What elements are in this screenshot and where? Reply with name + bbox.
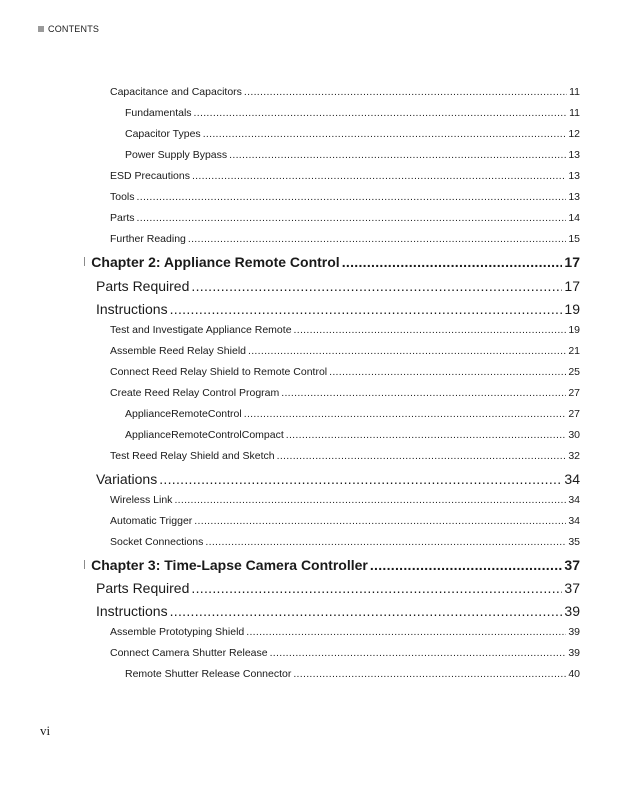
toc-entry[interactable] (96, 471, 580, 487)
toc-entry[interactable] (110, 647, 580, 659)
toc-entry[interactable] (110, 515, 580, 527)
toc-entry-title: Chapter 2: Appliance Remote Control (91, 254, 340, 270)
toc-entry[interactable] (110, 233, 580, 245)
toc-entry[interactable] (110, 450, 580, 462)
toc-entry-title: Fundamentals (125, 107, 192, 119)
toc-entry-title: Parts Required (96, 278, 190, 294)
toc-entry-page: 35 (568, 536, 580, 548)
toc-entry-page: 21 (568, 345, 580, 357)
toc-entry-title: ESD Precautions (110, 170, 190, 182)
dot-leader (192, 170, 566, 182)
dot-leader (244, 408, 567, 420)
toc-entry-title: Create Reed Relay Control Program (110, 387, 280, 399)
dot-leader (277, 450, 567, 462)
toc-entry-page: 37 (564, 580, 580, 596)
toc-entry[interactable] (125, 107, 580, 119)
toc-entry-page: 17 (564, 278, 580, 294)
toc-entry-title: Tools (110, 191, 135, 203)
dot-leader (194, 107, 568, 119)
toc-entry[interactable] (84, 254, 580, 270)
toc-entry[interactable] (110, 494, 580, 506)
dot-leader (191, 278, 562, 294)
toc-entry-title: Capacitor Types (125, 128, 201, 140)
toc-entry[interactable] (125, 668, 580, 680)
toc-entry-page: 34 (568, 515, 580, 527)
toc-entry-page: 32 (568, 450, 580, 462)
dot-leader (246, 626, 566, 638)
page-number: vi (40, 723, 51, 738)
toc-entry-title: Socket Connections (110, 536, 204, 548)
toc-entry[interactable] (110, 387, 580, 399)
toc-entry-page: 19 (568, 324, 580, 336)
toc-entry-title: Capacitance and Capacitors (110, 86, 242, 98)
toc-entry-title: ApplianceRemoteControlCompact (125, 429, 284, 441)
toc-entry-page: 14 (568, 212, 580, 224)
dot-leader (281, 387, 566, 399)
toc-entry[interactable] (110, 191, 580, 203)
toc-entry[interactable] (125, 408, 580, 420)
toc-entry-page: 39 (564, 603, 580, 619)
toc-entry-page: 34 (564, 471, 580, 487)
toc-entry[interactable] (96, 603, 580, 619)
toc-entry-page: 27 (568, 387, 580, 399)
dot-leader (170, 301, 563, 317)
toc-entry[interactable] (84, 557, 580, 573)
toc-entry-page: 40 (568, 668, 580, 680)
toc-entry-title: ApplianceRemoteControl (125, 408, 242, 420)
toc-entry[interactable] (110, 345, 580, 357)
toc-entry-page: 25 (568, 366, 580, 378)
dot-leader (370, 557, 563, 573)
toc-entry-title: Test and Investigate Appliance Remote (110, 324, 292, 336)
dot-leader (205, 536, 566, 548)
toc-entry[interactable] (110, 86, 580, 98)
toc-entry-page: 39 (568, 626, 580, 638)
toc-entry-title: Variations (96, 471, 158, 487)
toc-entry-title: Instructions (96, 301, 168, 317)
toc-entry[interactable] (110, 324, 580, 336)
dot-leader (137, 191, 567, 203)
toc-entry-title: Parts (110, 212, 135, 224)
toc-entry-title: Remote Shutter Release Connector (125, 668, 292, 680)
toc-entry-page: 11 (569, 107, 580, 119)
dot-leader (244, 86, 567, 98)
toc-entry[interactable] (110, 212, 580, 224)
dot-leader (174, 494, 566, 506)
toc-entry-title: Connect Camera Shutter Release (110, 647, 268, 659)
toc-entry-page: 17 (564, 254, 580, 270)
dot-leader (188, 233, 566, 245)
toc-entry-title: Chapter 3: Time-Lapse Camera Controller (91, 557, 368, 573)
dot-leader (270, 647, 567, 659)
toc-entry-page: 27 (568, 408, 580, 420)
dot-leader (294, 324, 567, 336)
toc-entry-title: Further Reading (110, 233, 186, 245)
toc-entry[interactable] (125, 429, 580, 441)
toc-entry-page: 13 (568, 149, 580, 161)
toc-entry-page: 34 (568, 494, 580, 506)
dot-leader (191, 580, 562, 596)
dot-leader (159, 471, 562, 487)
square-bullet-icon (38, 26, 44, 32)
dot-leader (170, 603, 563, 619)
dot-leader (229, 149, 566, 161)
toc-entry[interactable] (96, 278, 580, 294)
toc-entry[interactable] (110, 626, 580, 638)
toc-entry-title: Connect Reed Relay Shield to Remote Control (110, 366, 328, 378)
dot-leader (342, 254, 563, 270)
square-bullet-icon (84, 560, 85, 569)
toc-entry-title: Parts Required (96, 580, 190, 596)
toc-entry[interactable] (125, 128, 580, 140)
dot-leader (293, 668, 566, 680)
header-label: CONTENTS (48, 24, 100, 34)
toc-entry-page: 13 (568, 191, 580, 203)
toc-entry-title: Power Supply Bypass (125, 149, 228, 161)
toc-entry-page: 19 (564, 301, 580, 317)
toc-entry-page: 12 (568, 128, 580, 140)
toc-entry[interactable] (125, 149, 580, 161)
toc-entry-title: Instructions (96, 603, 168, 619)
toc-entry[interactable] (110, 366, 580, 378)
toc-entry-page: 30 (568, 429, 580, 441)
dot-leader (286, 429, 567, 441)
toc-entry-page: 39 (568, 647, 580, 659)
toc-entry-page: 13 (568, 170, 580, 182)
square-bullet-icon (84, 257, 85, 266)
toc-entry-title: Wireless Link (110, 494, 173, 506)
toc-entry-title: Assemble Reed Relay Shield (110, 345, 246, 357)
running-header (38, 24, 99, 34)
toc-entry-title: Test Reed Relay Shield and Sketch (110, 450, 275, 462)
toc-entry-title: Automatic Trigger (110, 515, 193, 527)
toc-entry-page: 11 (569, 86, 580, 98)
dot-leader (329, 366, 566, 378)
dot-leader (203, 128, 567, 140)
toc-entry-page: 15 (568, 233, 580, 245)
toc-entry[interactable] (96, 580, 580, 596)
toc-entry-page: 37 (564, 557, 580, 573)
toc-entry-title: Assemble Prototyping Shield (110, 626, 245, 638)
dot-leader (194, 515, 566, 527)
toc-entry[interactable] (110, 170, 580, 182)
dot-leader (248, 345, 566, 357)
dot-leader (137, 212, 567, 224)
toc-entry[interactable] (96, 301, 580, 317)
toc-entry[interactable] (110, 536, 580, 548)
